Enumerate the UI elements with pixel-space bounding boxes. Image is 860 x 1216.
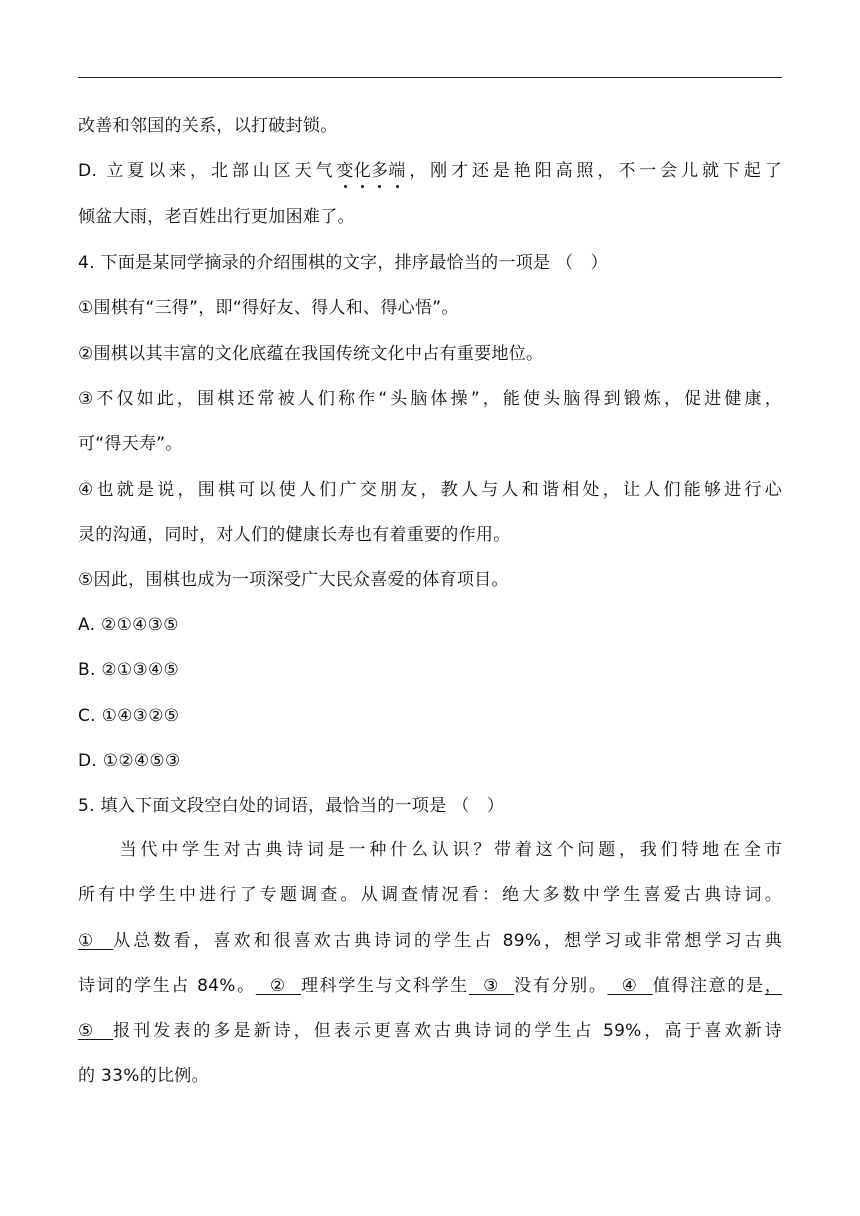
question-4-title: 4. 下面是某同学摘录的介绍围棋的文字，排序最恰当的一项是 （ ） — [78, 253, 608, 273]
blank-1: ① — [78, 931, 114, 951]
passage-text: 诗词的学生占 84%。 — [78, 976, 256, 996]
sentence-3-cont: 可“得天寿”。 — [78, 434, 183, 454]
sentence-4: ④也就是说，围棋可以使人们广交朋友，教人与人和谐相处，让人们能够进行心 — [78, 480, 782, 500]
sentence-5: ⑤因此，围棋也成为一项深受广大民众喜爱的体育项目。 — [78, 570, 509, 590]
blank-3: ③ — [468, 976, 515, 996]
option-d-line — [78, 159, 782, 183]
choice-a: A. ②①④③⑤ — [78, 615, 179, 635]
passage-line — [78, 1019, 782, 1043]
emphasis-char: 化 — [353, 161, 372, 181]
passage-line: 的 33%的比例。 — [78, 1066, 209, 1086]
sentence-2: ②围棋以其丰富的文化底蕴在我国传统文化中占有重要地位。 — [78, 344, 544, 364]
passage-line — [78, 974, 782, 998]
sentence-3: ③不仅如此，围棋还常被人们称作“头脑体操”，能使头脑得到锻炼，促进健康， — [78, 389, 782, 409]
emphasis-char: 端 — [388, 161, 406, 181]
option-d-text: D. 立夏以来，北部山区天气 — [78, 161, 337, 181]
text-line: 改善和邻国的关系，以打破封锁。 — [78, 116, 338, 136]
passage-text: 理科学生与文科学生 — [300, 976, 469, 996]
passage-text: 报刊发表的多是新诗，但表示更喜欢古典诗词的学生占 59%，高于喜欢新诗 — [113, 1021, 783, 1041]
blank-4: ④ — [607, 976, 653, 996]
option-d-text-rest: ，刚才还是艳阳高照，不一会儿就下起了 — [405, 161, 782, 181]
choice-d: D. ①②④⑤③ — [78, 751, 181, 771]
sentence-4-cont: 灵的沟通，同时，对人们的健康长寿也有着重要的作用。 — [78, 525, 511, 545]
passage-text: 没有分别。 — [514, 976, 608, 996]
choice-c: C. ①④③②⑤ — [78, 706, 180, 726]
passage-line: 当代中学生对古典诗词是一种什么认识？带着这个问题，我们特地在全市 — [78, 840, 782, 860]
blank-5: ⑤ — [78, 1021, 114, 1041]
sentence-1: ①围棋有“三得”，即“得好友、得人和、得心悟”。 — [78, 298, 459, 318]
question-5-title: 5. 填入下面文段空白处的词语，最恰当的一项是 （ ） — [78, 796, 505, 816]
passage-line: 所有中学生中进行了专题调查。从调查情况看：绝大多数中学生喜爱古典诗词。 — [78, 885, 782, 905]
emphasis-char: 多 — [371, 161, 389, 181]
header-rule — [78, 77, 782, 78]
emphasis-char: 变 — [336, 161, 354, 181]
passage-text: 从总数看，喜欢和很喜欢古典诗词的学生占 89%，想学习或非常想学习古典 — [113, 931, 783, 951]
blank-2: ② — [255, 976, 301, 996]
underlined-comma: ， — [764, 976, 782, 996]
text-line: 倾盆大雨，老百姓出行更加困难了。 — [78, 207, 355, 227]
passage-text: 值得注意的是 — [652, 976, 765, 996]
choice-b: B. ②①③④⑤ — [78, 660, 180, 680]
passage-line — [78, 929, 782, 953]
